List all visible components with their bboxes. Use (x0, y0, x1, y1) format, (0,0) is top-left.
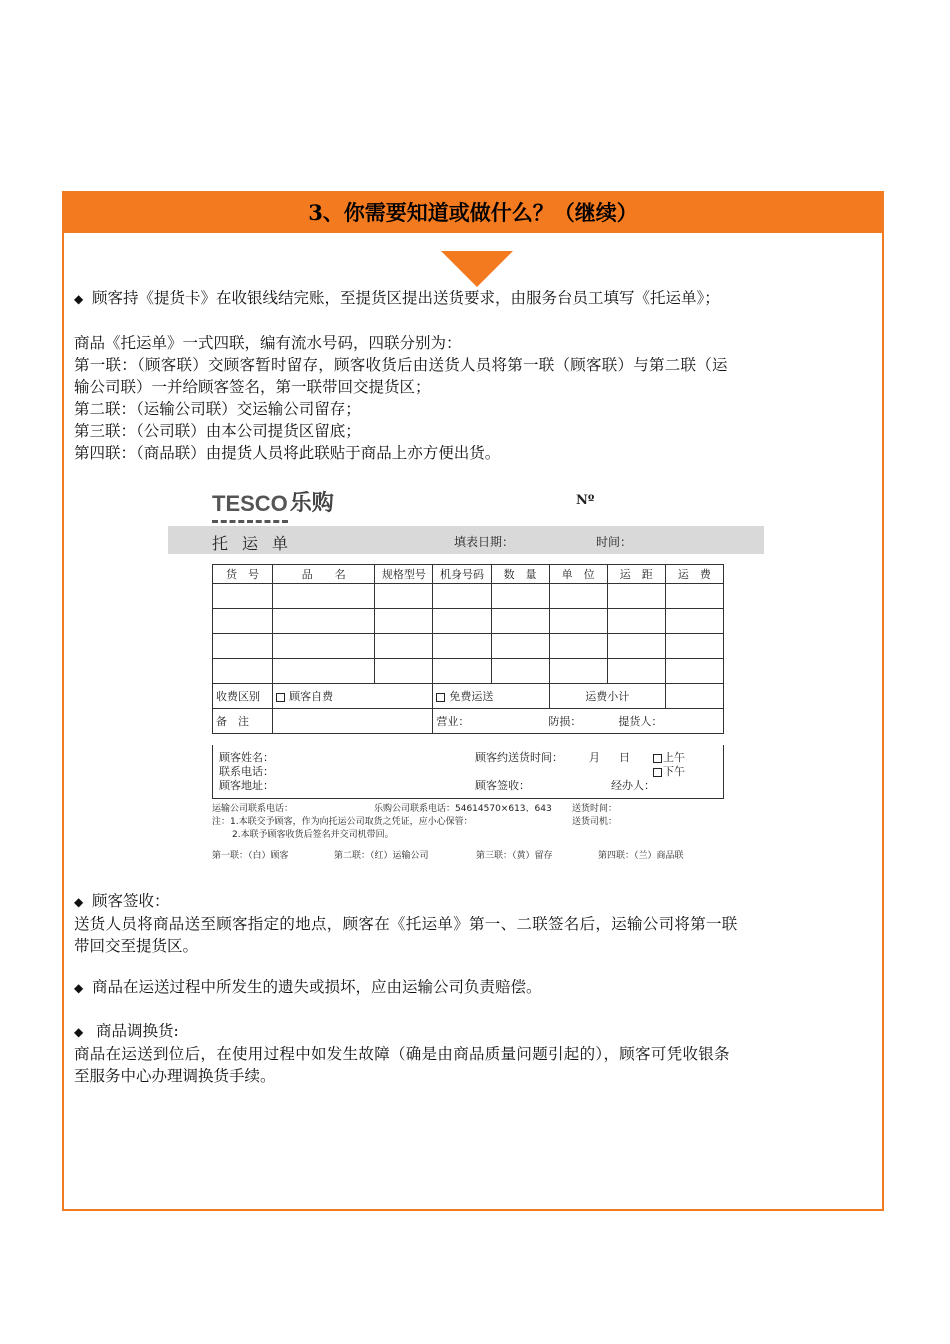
loss-prevention-label: 防损： (548, 715, 582, 728)
note1: 注：1.本联交予顾客，作为向托运公司取货之凭证，应小心保管： (212, 817, 473, 827)
customer-address-label: 顾客地址： (219, 779, 274, 792)
copy4-note: 第四联：（兰）商品联 (598, 851, 684, 861)
pickup-request-text: 顾客持《提货卡》在收银线结完账，至提货区提出送货要求，由服务台员工填写《托运单》； (92, 289, 720, 307)
copy1-note: 第一联：（白）顾客 (212, 851, 289, 861)
column-header: 规格型号 (375, 565, 433, 584)
column-header: 运 费 (665, 565, 723, 584)
table-row (213, 584, 724, 609)
copy3-note: 第三联：（黄）留存 (476, 851, 553, 861)
section-customer-sign (74, 890, 880, 957)
customer-sign-label: 顾客签收： (475, 779, 530, 792)
exchange-line1: 商品在运送到位后，在使用过程中如发生故障（确是由商品质量问题引起的），顾客可凭收银条 (74, 1045, 730, 1063)
column-header: 单 位 (549, 565, 607, 584)
copy2-line: 第二联：（运输公司联）交运输公司留存； (74, 400, 361, 418)
table-row (213, 609, 724, 634)
serial-number-label: Nº (576, 493, 595, 508)
tesco-logo (212, 486, 334, 517)
fee-subtotal-label: 运费小计 (549, 684, 665, 709)
form-title: 托运单 (212, 534, 303, 553)
delivery-time-label: 送货时间： (572, 804, 618, 814)
diamond-bullet-icon: ◆ (74, 981, 84, 995)
time-label: 时间： (596, 535, 633, 549)
column-header: 机身号码 (433, 565, 491, 584)
appointment-label: 顾客约送货时间： (475, 751, 563, 764)
logo-tesco-text: TESCO (212, 491, 288, 516)
section-exchange (74, 1020, 880, 1087)
copy2-note: 第二联：（红）运输公司 (334, 851, 429, 861)
goods-table (212, 564, 724, 734)
section-compensation (74, 976, 880, 999)
customer-sign-line1: 送货人员将商品送至顾客指定的地点，顾客在《托运单》第一、二联签名后，运输公司将第一联 (74, 915, 738, 933)
checkbox-icon (653, 768, 662, 777)
fee-option-free (433, 684, 549, 709)
checkbox-icon (436, 693, 445, 702)
customer-sign-line2: 带回交至提货区。 (74, 937, 199, 955)
down-arrow-icon (441, 251, 513, 287)
exchange-heading: 商品调换货: (96, 1022, 179, 1040)
form-title-bar (168, 526, 764, 554)
fee-option2-label: 免费运送 (449, 690, 494, 703)
column-header: 货 号 (213, 565, 273, 584)
legou-phone-label: 乐购公司联系电话：54614570×613、643 (374, 804, 552, 814)
fee-type-label: 收费区别 (213, 684, 273, 709)
note2: 2.本联予顾客收货后签名并交司机带回。 (232, 830, 394, 840)
transport-phone-label: 运输公司联系电话： (212, 804, 294, 814)
section-pickup-request (74, 287, 880, 310)
remark-label: 备 注 (213, 709, 273, 734)
fee-type-row (213, 684, 724, 709)
driver-label: 送货司机： (572, 817, 618, 827)
copy1-line-a: 第一联：（顾客联）交顾客暂时留存，顾客收货后由送货人员将第一联（顾客联）与第二联（运 (74, 356, 728, 374)
compensation-text: 商品在运送过程中所发生的遗失或损坏，应由运输公司负责赔偿。 (92, 978, 542, 996)
column-header: 数 量 (491, 565, 549, 584)
checkbox-icon (276, 693, 285, 702)
table-header-row (213, 565, 724, 584)
column-header: 品 名 (273, 565, 375, 584)
diamond-bullet-icon: ◆ (74, 895, 84, 909)
customer-phone-label: 联系电话： (219, 765, 274, 778)
signoff-cell (433, 709, 724, 734)
panel-header (64, 193, 882, 233)
section-waybill-copies (74, 332, 880, 464)
copy1-line-b: 输公司联）一并给顾客签名，第一联带回交提货区； (74, 378, 431, 396)
checkbox-icon (653, 754, 662, 763)
logo-cn-text: 乐购 (289, 491, 334, 516)
waybill-intro: 商品《托运单》一式四联，编有流水号码，四联分别为： (74, 334, 462, 352)
diamond-bullet-icon: ◆ (74, 1025, 84, 1039)
day-label: 日 (619, 751, 630, 764)
pickup-person-label: 提货人： (618, 715, 663, 728)
am-label: 上午 (663, 751, 685, 764)
pm-label: 下午 (663, 765, 685, 778)
fee-option-self (273, 684, 433, 709)
business-label: 营业： (436, 715, 470, 728)
customer-info-box (212, 745, 724, 799)
date-label: 填表日期： (454, 535, 515, 549)
content-panel (62, 191, 884, 1211)
column-header: 运 距 (607, 565, 665, 584)
customer-name-label: 顾客姓名： (219, 751, 274, 764)
table-row (213, 634, 724, 659)
table-row (213, 659, 724, 684)
month-label: 月 (589, 751, 600, 764)
exchange-line2: 至服务中心办理调换货手续。 (74, 1067, 276, 1085)
copy4-line: 第四联：（商品联）由提货人员将此联贴于商品上亦方便出货。 (74, 444, 501, 462)
page-title: 3、你需要知道或做什么？（继续） (308, 200, 638, 225)
customer-sign-heading: 顾客签收： (92, 892, 170, 910)
waybill-form-image (168, 483, 764, 863)
pm-option (653, 763, 685, 779)
copy3-line: 第三联：（公司联）由本公司提货区留底； (74, 422, 361, 440)
remark-row (213, 709, 724, 734)
diamond-bullet-icon: ◆ (74, 292, 84, 306)
fee-option1-label: 顾客自费 (289, 690, 334, 703)
handler-label: 经办人： (611, 779, 655, 792)
